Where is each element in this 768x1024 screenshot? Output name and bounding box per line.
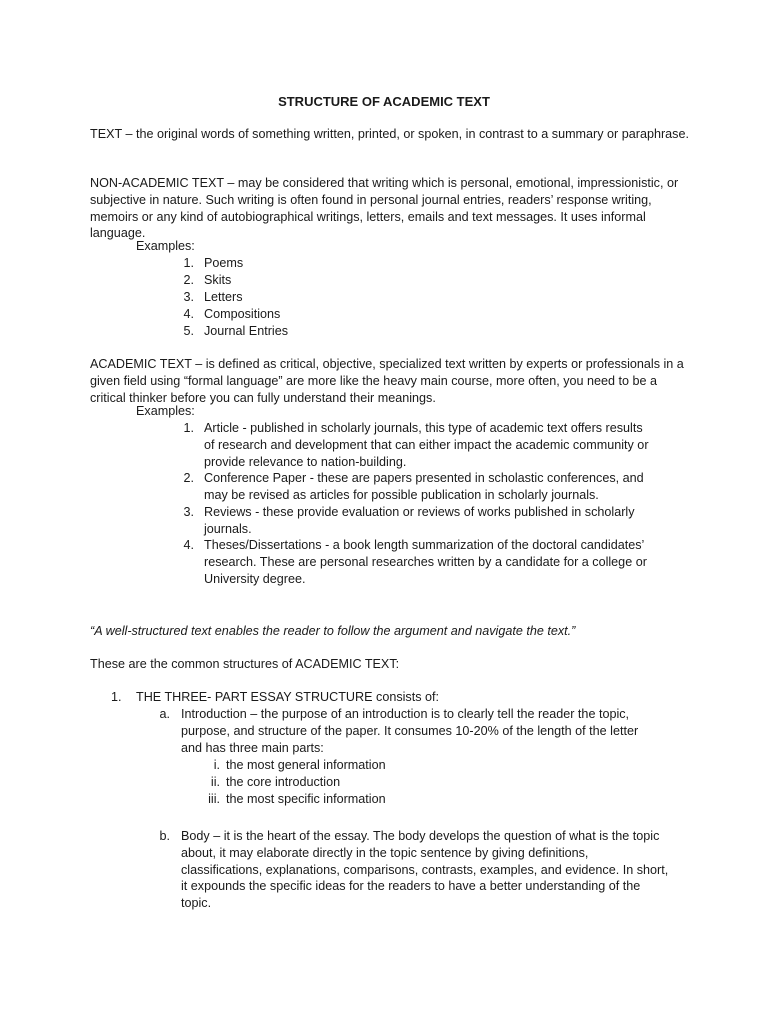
structure-part-body: b. Body – it is the heart of the essay. The body develops the question of what is the topic about, it may elaborate directly in the topic sentence by giving definitions, classifications, explanations, comparisons, contrasts, examples, and evidence. In short, it expounds the specific ideas for the readers to have a better understanding of the topic. xyxy=(159,829,669,911)
list-item: 4. Compositions xyxy=(183,307,281,321)
quote: “A well-structured text enables the reader to follow the argument and navigate the text.” xyxy=(90,624,576,638)
list-item: 3. Reviews - these provide evaluation or reviews of works published in scholarly journals. xyxy=(183,505,635,536)
list-item: 4. Theses/Dissertations - a book length summarization of the doctoral candidates’ research. These are personal researches written by a candidate for a college or University degree. xyxy=(183,538,647,586)
page-title: STRUCTURE OF ACADEMIC TEXT xyxy=(278,94,490,109)
academic-definition: ACADEMIC TEXT – is defined as critical, objective, specialized text written by experts or professionals in a given field using “formal language” are more like the heavy main course, more often, you need to be a critical thinker before you can fully understand their meanings. xyxy=(90,357,684,405)
introduction-parts-list xyxy=(208,757,526,808)
list-item: 2. Skits xyxy=(183,273,232,287)
list-item: 5. Journal Entries xyxy=(183,324,288,338)
structures-intro: These are the common structures of ACADEMIC TEXT: xyxy=(90,657,400,671)
list-item: ii. the core introduction xyxy=(210,775,341,789)
non-academic-definition: NON-ACADEMIC TEXT – may be considered that writing which is personal, emotional, impressionistic, or subjective in nature. Such writing is often found in personal journal entries, readers’ response writing, memoirs or any kind of autobiographical writings, letters, emails and text messages. It uses informal language. xyxy=(90,176,679,241)
list-item: 3. Letters xyxy=(183,290,243,304)
academic-examples-list xyxy=(183,420,654,587)
structure-part-introduction: a. Introduction – the purpose of an introduction is to clearly tell the reader the topic, purpose, and structure of the paper. It consumes 10-20% of the length of the letter and has three main parts: xyxy=(159,707,639,755)
list-item: 1. Article - published in scholarly journals, this type of academic text offers results of research and development that can either impact the academic community or provide relevance to nation-building. xyxy=(183,421,649,469)
structure-heading: 1. THE THREE- PART ESSAY STRUCTURE consists of: xyxy=(111,690,440,704)
list-item: iii. the most specific information xyxy=(208,792,386,806)
non-academic-examples-list xyxy=(183,255,504,340)
list-item: i. the most general information xyxy=(213,758,386,772)
list-item: 1. Poems xyxy=(183,256,244,270)
text-definition: TEXT – the original words of something written, printed, or spoken, in contrast to a summary or paraphrase. xyxy=(90,127,689,141)
non-academic-examples-label: Examples: xyxy=(136,239,195,253)
academic-examples-label: Examples: xyxy=(136,404,195,418)
list-item: 2. Conference Paper - these are papers presented in scholastic conferences, and may be revised as articles for possible publication in scholarly journals. xyxy=(183,471,644,502)
